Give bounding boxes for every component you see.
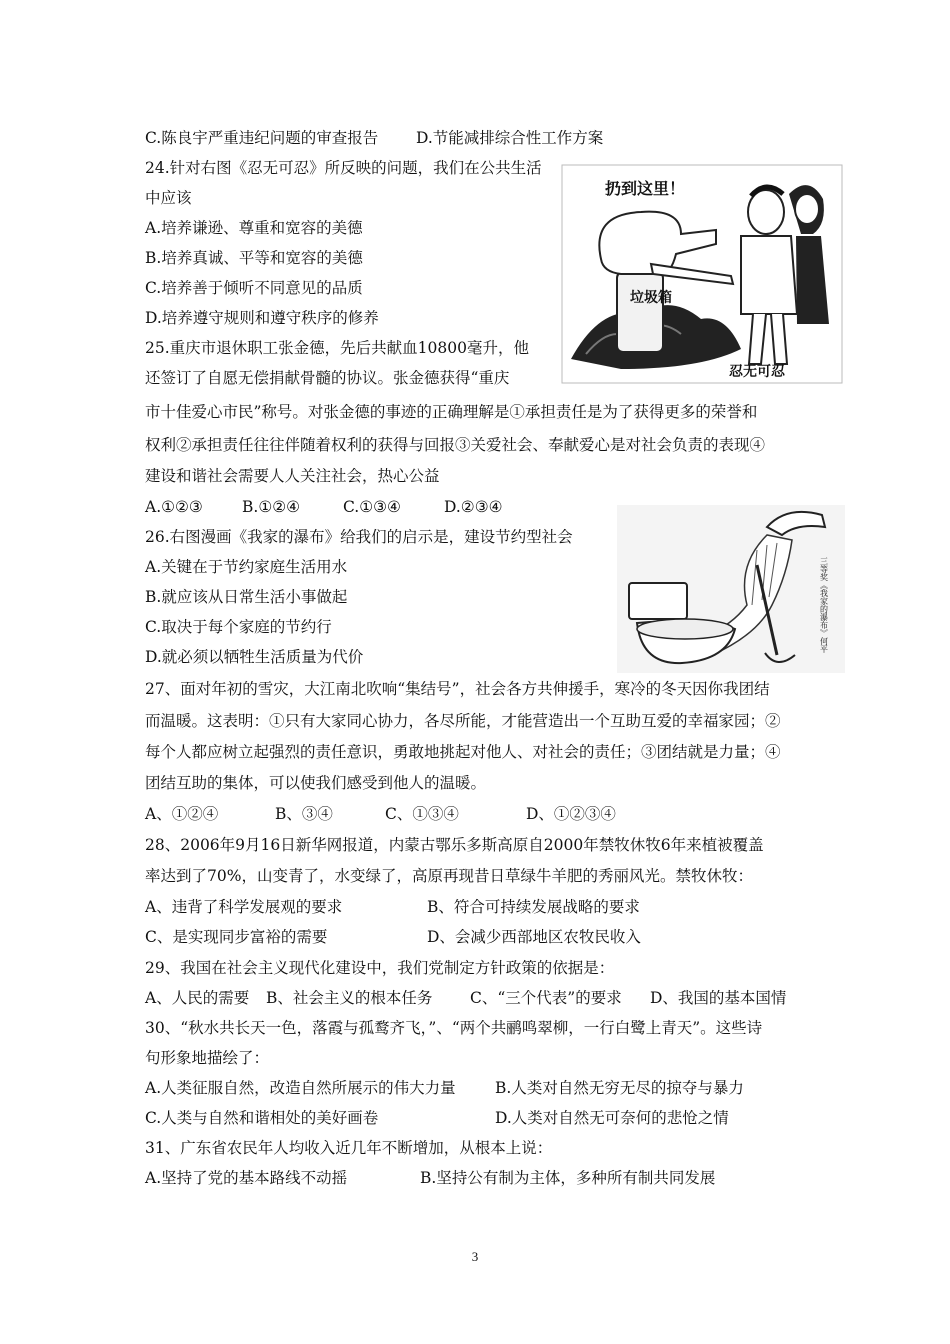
question-25-stem-3: 市十佳爱心市民”称号。对张金德的事迹的正确理解是①承担责任是为了获得更多的荣誉和 xyxy=(145,403,758,421)
option-28b: B、符合可持续发展战略的要求 xyxy=(427,898,640,916)
cartoon1-caption-top: 扔到这里！ xyxy=(605,179,686,198)
option-26a: A.关键在于节约家庭生活用水 xyxy=(145,558,348,576)
option-29c: C、“三个代表”的要求 xyxy=(470,989,622,1007)
option-30c: C.人类与自然和谐相处的美好画卷 xyxy=(145,1109,379,1127)
question-30-stem: 30、“秋水共长天一色，落霞与孤鹜齐飞，”、“两个共鹂鸣翠柳，一行白鹭上青天”。这些诗 xyxy=(145,1019,763,1037)
question-27-stem: 27、面对年初的雪灾，大江南北吹响“集结号”，社会各方共伸援手，寒冷的冬天因你我团结 xyxy=(145,680,770,698)
option-27c: C、①③④ xyxy=(385,805,459,823)
question-27-stem-3: 每个人都应树立起强烈的责任意识，勇敢地挑起对他人、对社会的责任；③团结就是力量；④ xyxy=(145,743,781,761)
cartoon1-caption-bottom: 忍无可忍 xyxy=(729,364,785,380)
option-29d: D、我国的基本国情 xyxy=(650,989,787,1007)
option-25b: B.①②④ xyxy=(242,498,301,516)
option-30b: B.人类对自然无穷无尽的掠夺与暴力 xyxy=(495,1079,744,1097)
option-28c: C、是实现同步富裕的需要 xyxy=(145,928,328,946)
option-24a: A.培养谦逊、尊重和宽容的美德 xyxy=(145,219,363,237)
cartoon-wo-jia-de-pu-bu xyxy=(617,505,845,673)
question-30-stem-2: 句形象地描绘了： xyxy=(145,1049,270,1067)
option-26c: C.取决于每个家庭的节约行 xyxy=(145,618,332,636)
question-29-stem: 29、我国在社会主义现代化建设中，我们党制定方针政策的依据是： xyxy=(145,959,615,977)
question-24-stem: 24.针对右图《忍无可忍》所反映的问题，我们在公共生活 xyxy=(145,159,542,177)
question-25-stem-2: 还签订了自愿无偿捐献骨髓的协议。张金德获得“重庆 xyxy=(145,369,510,387)
option-24b: B.培养真诚、平等和宽容的美德 xyxy=(145,249,363,267)
option-28a: A、违背了科学发展观的要求 xyxy=(145,898,343,916)
question-25-stem: 25.重庆市退休职工张金德，先后共献血10800毫升，他 xyxy=(145,339,529,357)
option-29a: A、人民的需要 xyxy=(145,989,250,1007)
option-30a: A.人类征服自然，改造自然所展示的伟大力量 xyxy=(145,1079,456,1097)
option-24d: D.培养遵守规则和遵守秩序的修养 xyxy=(145,309,379,327)
question-27-stem-4: 团结互助的集体，可以使我们感受到他人的温暖。 xyxy=(145,774,487,792)
option-30d: D.人类对自然无可奈何的悲怆之情 xyxy=(495,1109,729,1127)
option-25a: A.①②③ xyxy=(145,498,203,516)
page-number: 3 xyxy=(471,1249,479,1264)
option-26d: D.就必须以牺牲生活质量为代价 xyxy=(145,648,364,666)
option-27a: A、①②④ xyxy=(145,805,219,823)
option-31b: B.坚持公有制为主体，多种所有制共同发展 xyxy=(420,1169,716,1187)
option-25d: D.②③④ xyxy=(444,498,503,516)
option-23c: C.陈良宇严重违纪问题的审查报告 xyxy=(145,129,379,147)
option-25c: C.①③④ xyxy=(343,498,401,516)
question-28-stem-2: 率达到了70%，山变青了，水变绿了，高原再现昔日草绿牛羊肥的秀丽风光。禁牧休牧： xyxy=(145,867,753,885)
option-29b: B、社会主义的根本任务 xyxy=(266,989,433,1007)
option-28d: D、会减少西部地区农牧民收入 xyxy=(427,928,641,946)
question-31-stem: 31、广东省农民年人均收入近几年不断增加，从根本上说： xyxy=(145,1139,553,1157)
question-28-stem: 28、2006年9月16日新华网报道，内蒙古鄂乐多斯高原自2000年禁牧休牧6年来植被覆盖 xyxy=(145,836,764,854)
option-31a: A.坚持了党的基本路线不动摇 xyxy=(145,1169,348,1187)
cartoon1-bin-text-1: 垃圾箱 xyxy=(630,290,672,306)
cartoon-ren-wu-ke-ren xyxy=(561,164,843,384)
option-27d: D、①②③④ xyxy=(526,805,616,823)
cartoon2-side-text: 三等奖《我家的瀑布》何平 xyxy=(819,557,829,653)
question-26-stem: 26.右图漫画《我家的瀑布》给我们的启示是，建设节约型社会 xyxy=(145,528,573,546)
option-27b: B、③④ xyxy=(275,805,333,823)
option-23d: D.节能减排综合性工作方案 xyxy=(416,129,604,147)
option-24c: C.培养善于倾听不同意见的品质 xyxy=(145,279,363,297)
question-25-stem-4: 权利②承担责任往往伴随着权利的获得与回报③关爱社会、奉献爱心是对社会负责的表现④ xyxy=(145,436,766,454)
question-27-stem-2: 而温暖。这表明：①只有大家同心协力，各尽所能，才能营造出一个互助互爱的幸福家园；② xyxy=(145,712,781,730)
question-24-stem-cont: 中应该 xyxy=(145,189,192,207)
option-26b: B.就应该从日常生活小事做起 xyxy=(145,588,348,606)
question-25-stem-5: 建设和谐社会需要人人关注社会，热心公益 xyxy=(145,467,440,485)
